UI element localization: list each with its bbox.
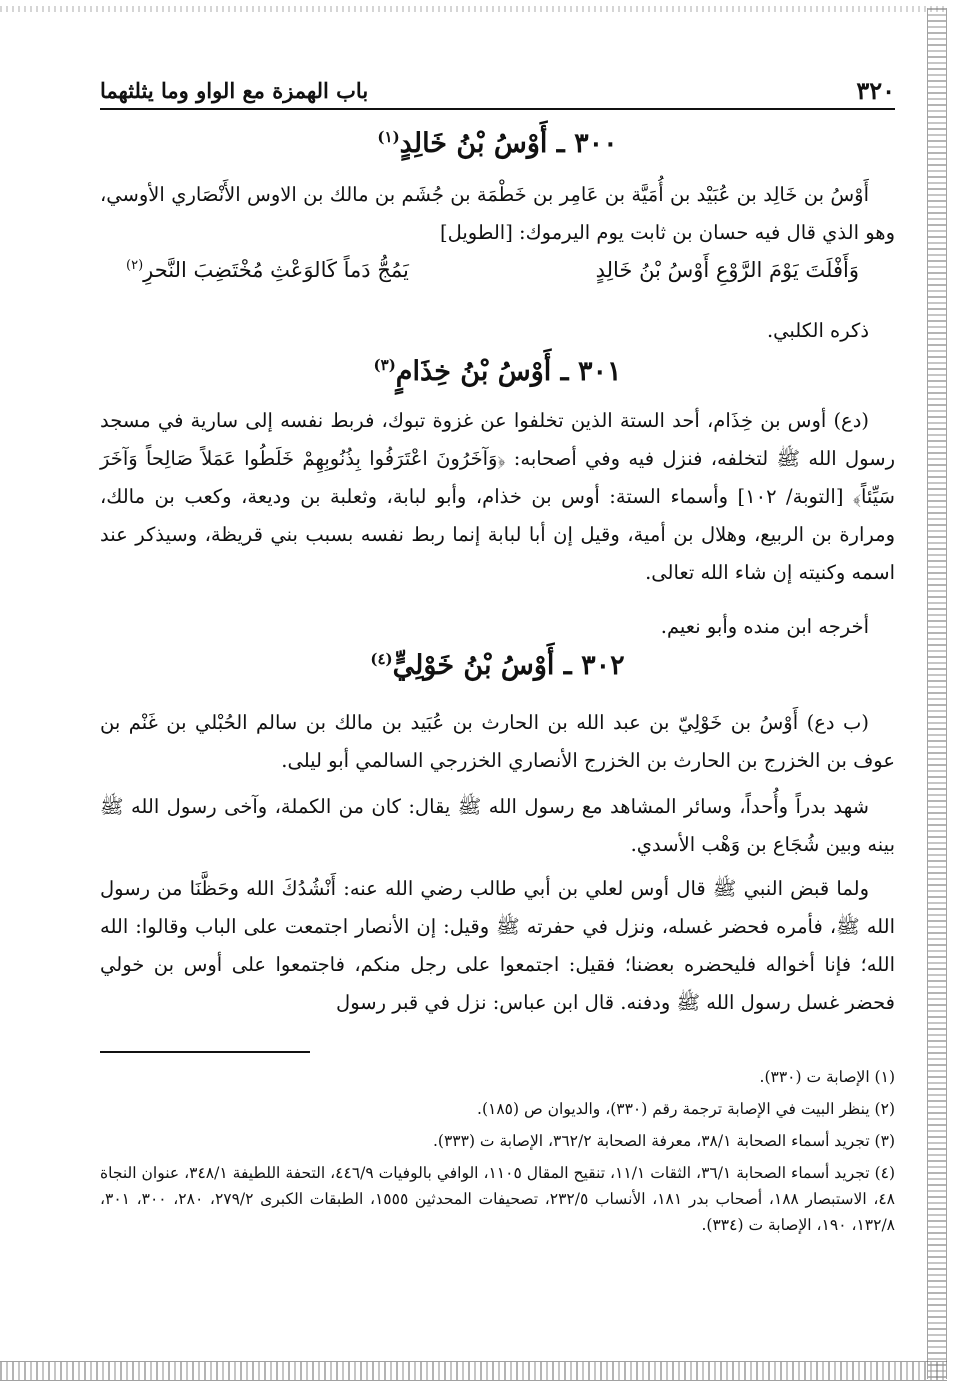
footnote-ref: (٤) [370, 650, 393, 668]
poem-verse [100, 258, 895, 282]
decorative-border-right [927, 8, 947, 1379]
footnote-3: (٣) تجريد أسماء الصحابة ٣٨/١، معرفة الصحابة ٣٦٢/٢، الإصابة ت (٣٣٣). [432, 1132, 895, 1150]
entry-302-burial: ولما قبض النبي ﷺ قال أوس لعلي بن أبي طالب رضي الله عنه: أَنْشُدُكَ الله وحَظَّنَا من رسول الله ﷺ، فأمره فحضر غسله، ونزل في حفرته ﷺ وقيل: إن الأنصار اجتمعت على الباب وقالوا: الله الله؛ فإنا أخواله فليحضره بعضنا؛ فقيل: اجتمعوا على رجل منكم، فاجتمعوا على أوس بن خولي فحضر غسل رسول الله ﷺ ودفنه. قال ابن عباس: نزل في قبر رسول [100, 877, 895, 1014]
footnote-4: (٤) تجريد أسماء الصحابة ٣٦/١، الثقات ١١/١، تنقيح المقال ١١٠٥، الوافي بالوفيات ٤٤٦/٩، التحفة اللطيفة ٣٤٨/١، عنوان النجاة ٤٨، الاستبصار ١٨٨، أصحاب بدر ١٨١، الأنساب ٢٣٢/٥، تصحيفات المحدثين ١٥٥٥، الطبقات الكبرى ٢٧٩/٢، ٢٨٠، ٣٠٠، ٣٠١، ١٣٢/٨، ١٩٠، الإصابة ت (٣٣٤). [100, 1164, 896, 1234]
verse-second-text: يَمُجُّ دَماً كَالوَعْثِ مُخْتَضِبَ النَّحرِ [143, 258, 409, 282]
verse-first-hemistich: وَأَفْلَتَ يَوْمَ الرَّوْعِ أَوْسُ بْنُ خَالِدٍ [595, 258, 859, 282]
footnote-separator [100, 1051, 310, 1053]
footnote-ref: (٢) [126, 258, 144, 273]
entry-302-battles: شهد بدراً وأُحداً، وسائر المشاهد مع رسول الله ﷺ يقال: كان من الكملة، وآخى رسول الله ﷺ بينه وبين شُجَاع بن وَهْب الأسدي. [100, 795, 895, 856]
page-number: ٣٢٠ [856, 75, 895, 105]
footnote-2: (٢) ينظر البيت في الإصابة ترجمة رقم (٣٣٠)، والديوان ص (١٨٥). [477, 1100, 895, 1118]
entry-title-text: ٣٠٠ ـ أَوْسُ بْنُ خَالِدٍ [399, 128, 618, 159]
footnote-1: (١) الإصابة ت (٣٣٠). [759, 1068, 895, 1086]
entry-title-301 [100, 356, 895, 387]
page-header [100, 72, 895, 110]
entry-301-source: أخرجه ابن منده وأبو نعيم. [660, 615, 869, 638]
entry-title-302 [100, 650, 895, 681]
entry-title-text: ٣٠١ ـ أَوْسُ بْنُ خِذَامٍ [395, 356, 622, 387]
footnote-ref: (١) [377, 128, 400, 146]
entry-302-lineage: (ب دع) أَوْسُ بن خَوْلِيّ بن عبد الله بن الحارث بن عُبَيد بن مالك بن سالم الحُبْلي بن غَنْم بن عوف بن الخزرج بن الحارث بن الخزرج الأنصاري الخزرجي السالمي أبو ليلى. [100, 711, 895, 772]
entry-300-text: أَوْسُ بن خَالِد بن عُبَيْد بن أُمَيَّة بن عَامِر بن خَطْمَة بن جُشَم بن مالك بن الاوس الأَنْصَاري الأوسي، وهو الذي قال فيه حسان بن ثابت يوم اليرموك: [الطويل] [100, 183, 895, 244]
entry-301-text: (دع) أوس بن خِذَام، أحد الستة الذين تخلفوا عن غزوة تبوك، فربط نفسه إلى سارية في مسجد رسول الله ﷺ لتخلفه، فنزل فيه وفي أصحابه: ﴿وَآخَرُونَ اعْتَرَفُوا بِذُنُوبِهِمْ خَلَطُوا عَمَلاً صَالِحاً وَآخَرَ سَيِّئاً﴾ [التوبة/ ١٠٢] وأسماء الستة: أوس بن خذام، وأبو لبابة، وثعلبة بن وديعة، وكعب بن مالك، ومرارة بن الربيع، وهلال بن أمية، وقيل إن أبا لبابة إنما ربط نفسه بسبب بني قريظة، وسيذكر عند اسمه وكنيته إن شاء الله تعالى. [100, 409, 895, 584]
footnote-ref: (٣) [373, 356, 396, 374]
entry-title-300 [100, 128, 895, 159]
entry-300-closing: ذكره الكلبي. [766, 319, 869, 342]
book-page [100, 0, 895, 1389]
chapter-title: باب الهمزة مع الواو وما يثلثهما [100, 77, 369, 103]
entry-title-text: ٣٠٢ ـ أَوْسُ بْنُ خَوْلِيٍّ [392, 650, 625, 681]
verse-second-hemistich [126, 258, 409, 282]
